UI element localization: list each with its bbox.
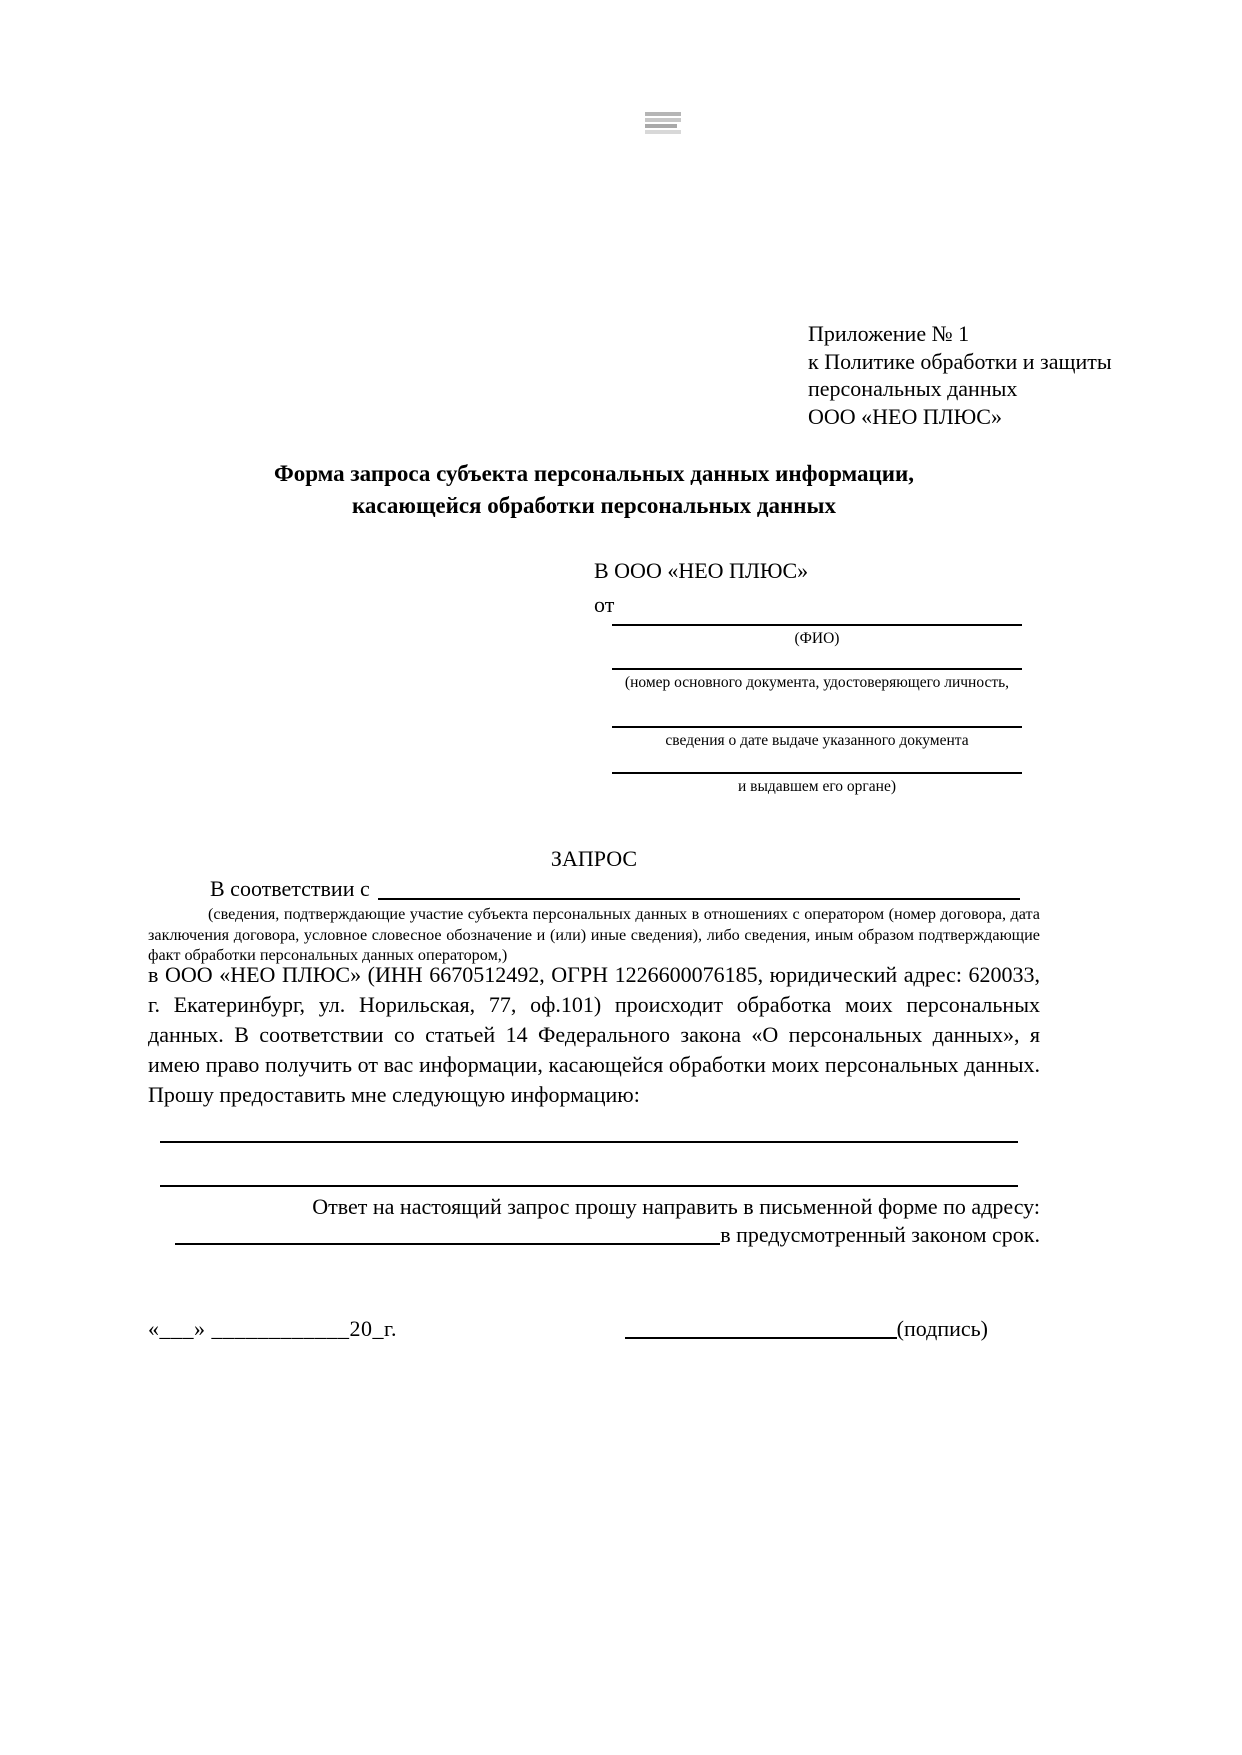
signature-group bbox=[625, 1316, 988, 1342]
annex-header-block bbox=[808, 320, 1112, 430]
fio-fill-line bbox=[612, 600, 1022, 626]
letterhead-mark-stripe bbox=[645, 124, 677, 128]
letterhead-mark-icon bbox=[645, 104, 681, 134]
request-heading: ЗАПРОС bbox=[550, 846, 638, 871]
document-title bbox=[148, 458, 1040, 522]
signature-caption: (подпись) bbox=[896, 1316, 988, 1341]
fio-caption: (ФИО) bbox=[794, 630, 840, 647]
request-body: в ООО «НЕО ПЛЮС» (ИНН 6670512492, ОГРН 1226600076185, юридический адрес: 620033, г. Екатеринбург, ул. Норильская, 77, оф.101) происходит обработка моих персональных данных. В соответствии со статьей 14 Федерального закона «О персональных данных», я имею право получить от вас информации, касающейся обработки моих персональных данных. Прошу предоставить мне следующую информацию: bbox=[148, 962, 1040, 1107]
identity-fields bbox=[612, 600, 1022, 796]
document-title-line-2: касающейся обработки персональных данных bbox=[351, 493, 837, 518]
lead-label: В соответствии с bbox=[210, 876, 370, 901]
reply-instruction: Ответ на настоящий запрос прошу направить в письменной форме по адресу: bbox=[312, 1194, 1040, 1219]
lead-fill-line bbox=[378, 880, 1020, 900]
letterhead-mark-stripe bbox=[645, 130, 681, 134]
issue-date-caption: сведения о дате выдаче указанного документа bbox=[665, 732, 969, 749]
field-document-number bbox=[612, 648, 1022, 692]
lead-note: (сведения, подтверждающие участие субъекта персональных данных в отношениях с оператором (номер договора, дата заключения договора, условное словесное обозначение и (или) иные сведения), либо сведения, иным образом подтверждающие факт обработки персональных данных оператором,) bbox=[148, 905, 1040, 964]
letterhead-mark-stripe bbox=[645, 112, 681, 116]
issuing-authority-caption: и выдавшем его органе) bbox=[737, 778, 897, 795]
signature-row bbox=[148, 1312, 1040, 1342]
reply-tail: в предусмотренный законом срок. bbox=[720, 1222, 1040, 1247]
document-number-caption: (номер основного документа, удостоверяющего личность, bbox=[624, 674, 1010, 691]
reply-address-row bbox=[175, 1222, 1040, 1248]
blank-fill-line-1 bbox=[160, 1117, 1018, 1143]
annex-line: ООО «НЕО ПЛЮС» bbox=[808, 403, 1002, 429]
field-issuing-authority bbox=[612, 750, 1022, 796]
letterhead-mark-stripe bbox=[645, 118, 681, 122]
annex-line: к Политике обработки и защиты bbox=[808, 348, 1112, 374]
document-number-fill-line bbox=[612, 648, 1022, 670]
issue-date-fill-line bbox=[612, 692, 1022, 728]
addressee-to: В ООО «НЕО ПЛЮС» bbox=[594, 558, 809, 583]
annex-line: Приложение № 1 bbox=[808, 321, 970, 346]
document-title-line-1: Форма запроса субъекта персональных данных информации, bbox=[273, 461, 915, 486]
signature-fill-line bbox=[625, 1319, 897, 1339]
field-fio bbox=[612, 600, 1022, 648]
lead-row bbox=[148, 876, 1040, 902]
issuing-authority-fill-line bbox=[612, 750, 1022, 774]
reply-address-fill-line bbox=[175, 1225, 720, 1245]
field-issue-date bbox=[612, 692, 1022, 750]
annex-line: персональных данных bbox=[808, 376, 1018, 401]
blank-fill-line-2 bbox=[160, 1161, 1018, 1187]
date-fill-line: «___» ____________20_г. bbox=[148, 1316, 398, 1341]
addressee-from-label: от bbox=[594, 592, 615, 617]
